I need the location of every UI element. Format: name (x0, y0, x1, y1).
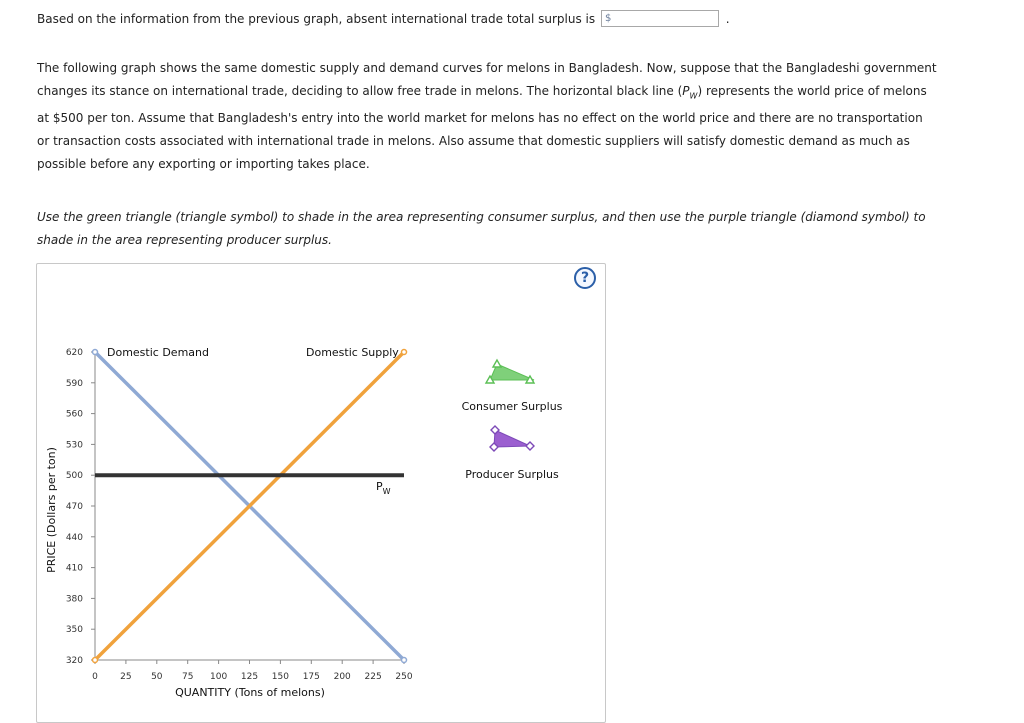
y-tick-label: 350 (65, 625, 83, 636)
x-axis-ticks (92, 660, 413, 682)
curve-endpoint (93, 350, 98, 355)
x-tick-label: 100 (210, 672, 228, 682)
x-tick-label: 150 (271, 672, 289, 682)
y-axis-ticks (66, 348, 95, 666)
y-tick-label: 620 (65, 348, 83, 358)
x-tick-label: 175 (302, 672, 320, 682)
x-tick-label: 50 (151, 672, 163, 682)
producer-surplus-label: Producer Surplus (465, 468, 559, 481)
graph-instructions: Use the green triangle (triangle symbol) to shade in the area representing consumer surplus, and then use the purple triangle (diamond symbol) to shade in the area representing producer surplus. (37, 210, 926, 247)
x-axis-title: QUANTITY (Tons of melons) (175, 686, 325, 699)
x-tick-label: 250 (395, 672, 413, 682)
y-tick-label: 470 (65, 502, 83, 512)
question-text: Based on the information from the previous graph, absent international trade total surplus is (37, 12, 596, 26)
x-tick-label: 0 (92, 672, 98, 682)
y-tick-label: 500 (65, 471, 83, 482)
y-tick-label: 530 (65, 440, 83, 451)
x-tick-label: 25 (120, 672, 132, 682)
triangle-handle-icon (493, 360, 501, 367)
y-tick-label: 410 (65, 563, 83, 574)
demand-curve-label: Domestic Demand (107, 346, 209, 359)
supply-curve-label: Domestic Supply (306, 346, 399, 359)
diamond-handle-icon (526, 442, 534, 450)
series-lines (93, 350, 407, 663)
curve-endpoint (402, 658, 407, 663)
y-tick-label: 560 (65, 409, 83, 420)
curve-endpoint (402, 350, 407, 355)
help-icon[interactable]: ? (574, 267, 596, 289)
pw-symbol: P (682, 84, 690, 98)
y-axis-title: PRICE (Dollars per ton) (45, 447, 58, 573)
y-tick-label: 440 (65, 532, 83, 543)
pw-label: $P_W$ (376, 480, 391, 496)
x-tick-label: 200 (333, 672, 351, 682)
x-tick-label: 225 (364, 672, 382, 682)
y-tick-label: 320 (65, 656, 83, 666)
x-tick-label: 75 (181, 672, 194, 682)
consumer-surplus-tool[interactable] (486, 360, 534, 383)
curve-endpoint (93, 658, 98, 663)
producer-surplus-tool[interactable] (490, 426, 534, 451)
currency-symbol: $ (604, 13, 612, 24)
pw-subscript: W (689, 91, 698, 101)
producer-surplus-triangle-icon[interactable] (494, 430, 530, 447)
x-tick-label: 125 (240, 672, 259, 682)
y-tick-label: 590 (65, 378, 83, 389)
consumer-surplus-label: Consumer Surplus (461, 400, 563, 413)
description-part-2: ) represents the world price of melons at $500 per ton. Assume that Bangladesh's entry into the world market for melons has no effect on the world price and there are no transportation or transaction costs associated with international trade in melons. Also assume that domestic suppliers will satisfy domestic demand as much as possible before any exporting or importing takes place. (37, 84, 927, 172)
y-tick-label: 380 (65, 594, 83, 605)
description-part-1: The following graph shows the same domestic supply and demand curves for melons in Bangladesh. Now, suppose that the Bangladeshi government changes its stance on international trade, deciding to allow free trade in melons. The horizontal black line ( (37, 61, 937, 98)
question-trailing: . (725, 12, 730, 26)
